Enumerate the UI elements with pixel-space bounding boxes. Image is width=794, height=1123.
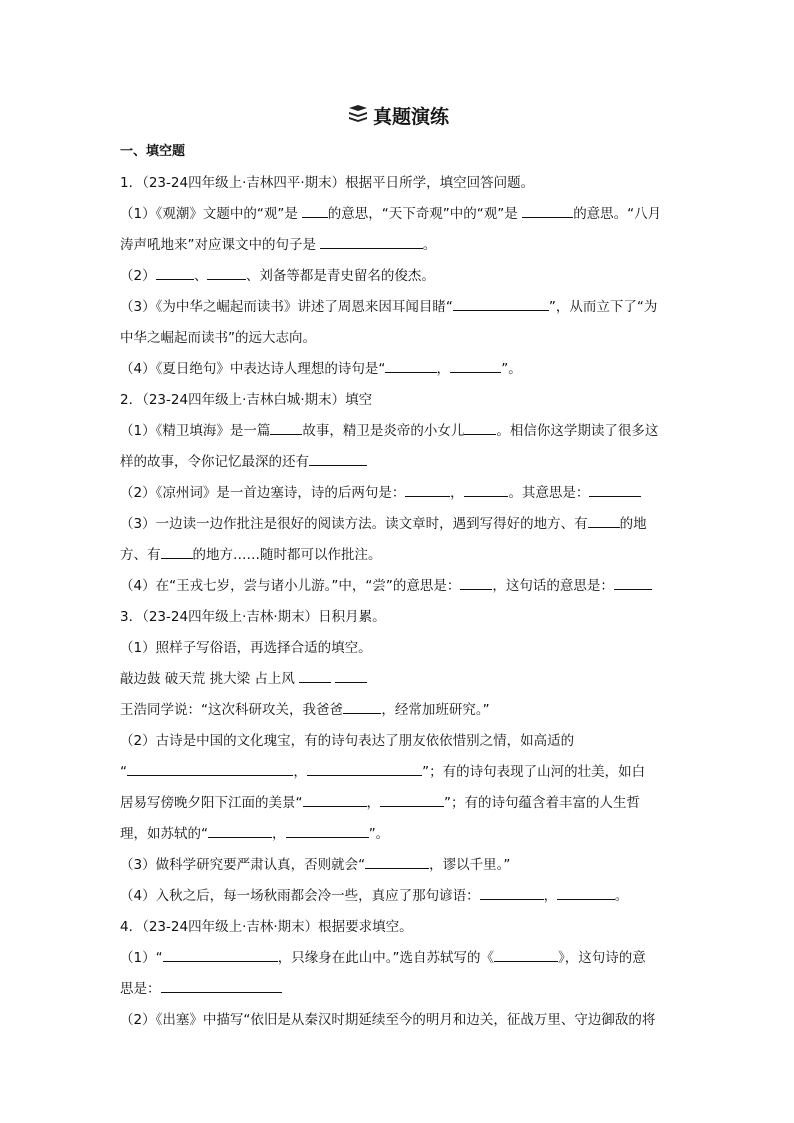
text-line: 敲边鼓 破天荒 挑大梁 占上风 bbox=[120, 664, 676, 695]
page-title bbox=[120, 102, 676, 132]
books-icon bbox=[347, 103, 369, 133]
text-line: 1．（23-24四年级上·吉林四平·期末）根据平日所学，填空回答问题。 bbox=[120, 175, 535, 191]
text-line: （2）《凉州词》是一首边塞诗，诗的后两句是： ， 。其意思是： bbox=[120, 478, 676, 509]
text-line: 4．（23-24四年级上·吉林·期末）根据要求填空。 bbox=[120, 919, 413, 935]
text-line: （4）入秋之后，每一场秋雨都会冷一些，真应了那句谚语： ， 。 bbox=[120, 881, 676, 912]
document-page bbox=[120, 100, 676, 1036]
answer-blank[interactable] bbox=[453, 296, 549, 311]
answer-blank[interactable] bbox=[207, 265, 245, 280]
answer-blank[interactable] bbox=[365, 854, 429, 869]
text-line: 样的故事，令你记忆最深的还有 bbox=[120, 447, 676, 478]
question-list bbox=[120, 168, 676, 1036]
answer-blank[interactable] bbox=[320, 234, 422, 249]
answer-blank[interactable] bbox=[450, 358, 501, 373]
text-line: （2）《出塞》中描写“依旧是从秦汉时期延续至今的明月和边关，征战万里、守边御敌的将 bbox=[120, 1012, 656, 1028]
answer-blank[interactable] bbox=[127, 761, 293, 776]
answer-blank[interactable] bbox=[588, 513, 620, 528]
text-line: 王浩同学说：“这次科研攻关，我爸爸 ，经常加班研究。” bbox=[120, 695, 676, 726]
answer-blank[interactable] bbox=[405, 482, 450, 497]
text-line: （2） 、 、刘备等都是青史留名的俊杰。 bbox=[120, 261, 676, 292]
text-line: （1）《观潮》文题中的“观”是 的意思，“天下奇观”中的“观”是 的意思。“八月 bbox=[120, 199, 676, 230]
text-line: 理，如苏轼的“ ， ”。 bbox=[120, 819, 676, 850]
answer-blank[interactable] bbox=[161, 544, 193, 559]
text-line: （1）照样子写俗语，再选择合适的填空。 bbox=[120, 640, 372, 656]
text-line: 涛声吼地来”对应课文中的句子是 。 bbox=[120, 230, 676, 261]
answer-blank[interactable] bbox=[286, 823, 369, 838]
text-line: （3）一边读一边作批注是很好的阅读方法。读文章时，遇到写得好的地方、有 的地 bbox=[120, 509, 676, 540]
text-line: （3）做科学研究要严肃认真，否则就会“ ，谬以千里。” bbox=[120, 850, 676, 881]
answer-blank[interactable] bbox=[380, 792, 444, 807]
text-line: （1）《精卫填海》是一篇 故事，精卫是炎帝的小女儿 。相信你这学期读了很多这 bbox=[120, 416, 676, 447]
answer-blank[interactable] bbox=[302, 203, 328, 218]
answer-blank[interactable] bbox=[208, 823, 272, 838]
answer-blank[interactable] bbox=[307, 761, 422, 776]
answer-blank[interactable] bbox=[335, 668, 367, 683]
answer-blank[interactable] bbox=[299, 668, 331, 683]
answer-blank[interactable] bbox=[163, 947, 278, 962]
text-line: 思是： bbox=[120, 974, 676, 1005]
answer-blank[interactable] bbox=[557, 885, 615, 900]
text-line: 方、有 的地方……随时都可以作批注。 bbox=[120, 540, 676, 571]
text-line: 中华之崛起而读书”的远大志向。 bbox=[120, 330, 316, 346]
answer-blank[interactable] bbox=[522, 203, 573, 218]
section-heading: 一、填空题 bbox=[120, 144, 186, 159]
answer-blank[interactable] bbox=[385, 358, 436, 373]
answer-blank[interactable] bbox=[494, 947, 558, 962]
answer-blank[interactable] bbox=[464, 482, 509, 497]
answer-blank[interactable] bbox=[480, 885, 544, 900]
text-line: （3）《为中华之崛起而读书》讲述了周恩来因耳闻目睹“ ”，从而立下了“为 bbox=[120, 292, 676, 323]
text-line: （1）“ ，只缘身在此山中。”选自苏轼写的《 》，这句诗的意 bbox=[120, 943, 676, 974]
text-line: 3．（23-24四年级上·吉林·期末）日积月累。 bbox=[120, 609, 386, 625]
text-line: （4）《夏日绝句》中表达诗人理想的诗句是“ ， ”。 bbox=[120, 354, 676, 385]
answer-blank[interactable] bbox=[303, 792, 367, 807]
answer-blank[interactable] bbox=[589, 482, 640, 497]
answer-blank[interactable] bbox=[614, 575, 652, 590]
answer-blank[interactable] bbox=[343, 699, 381, 714]
answer-blank[interactable] bbox=[309, 451, 367, 466]
answer-blank[interactable] bbox=[161, 978, 283, 993]
answer-blank[interactable] bbox=[464, 420, 496, 435]
text-line: “ ， ”；有的诗句表现了山河的壮美，如白 bbox=[120, 757, 676, 788]
title-text: 真题演练 bbox=[372, 106, 449, 128]
text-line: 居易写傍晚夕阳下江面的美景“ ， ”；有的诗句蕴含着丰富的人生哲 bbox=[120, 788, 676, 819]
text-line: （4）在“王戎七岁，尝与诸小儿游。”中，“尝”的意思是： ，这句话的意思是： bbox=[120, 571, 676, 602]
text-line: （2）古诗是中国的文化瑰宝，有的诗句表达了朋友依依惜别之情，如高适的 bbox=[120, 733, 575, 749]
answer-blank[interactable] bbox=[460, 575, 492, 590]
answer-blank[interactable] bbox=[270, 420, 302, 435]
answer-blank[interactable] bbox=[156, 265, 194, 280]
text-line: 2．（23-24四年级上·吉林白城·期末）填空 bbox=[120, 392, 373, 408]
